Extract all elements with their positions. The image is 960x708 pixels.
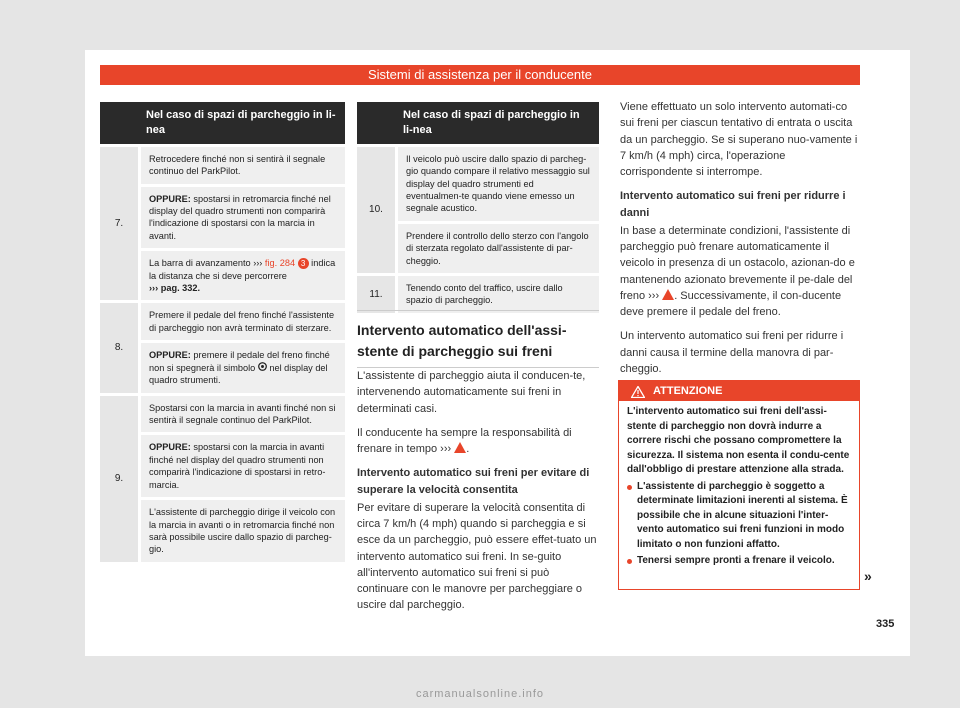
paragraph-text: Il conducente ha sempre la responsabilità di frenare in tempo ››› (357, 426, 572, 456)
paragraph: Per evitare di superare la velocità consentita di circa 7 km/h (4 mph) quando si parcheggia e si esce da un parcheggio, può essere effet-tuato un intervento automatico sui freni. In se-guito all'intervento automatico sui freni si può continuare con le manovre per parcheggiare o uscire dal parcheggio. (357, 501, 597, 612)
warning-bullet: Tenersi sempre pronti a frenare il veicolo. (627, 554, 851, 569)
step-cell: Retrocedere finché non si sentirà il segnale continuo del ParkPilot. (138, 147, 345, 184)
step-number: 10. (357, 147, 395, 273)
watermark: carmanualsonline.info (415, 688, 544, 700)
continue-mark: » (864, 568, 872, 584)
paragraph: Viene effettuato un solo intervento automati-co sui freni per ciascun tentativo di entrata o uscita da un parcheggio. Se si superano nuo-vamente i 7 km/h (4 mph) circa, l'operazione corrispondente si interrompe. (620, 101, 858, 179)
step-number: 9. (100, 396, 138, 562)
right-column (620, 99, 860, 385)
warning-triangle-icon (631, 385, 645, 405)
paragraph-text: In base a determinate condizioni, l'assistente di parcheggio può frenare automaticamente il veicolo in presenza di un ostacolo, azionan-do e mantenendo azionato brevemente il pe-dale del freno ››› (620, 224, 855, 302)
step-number: 8. (100, 303, 138, 392)
step-text: nel display del quadro strumenti. (149, 362, 328, 386)
paragraph-text: . (466, 443, 470, 456)
step-cell (138, 251, 345, 300)
warning-triangle-icon (454, 442, 466, 453)
warning-title: ATTENZIONE (653, 385, 723, 397)
step-text: indica la distanza che si deve percorrere (149, 258, 336, 281)
step-cell: Il veicolo può uscire dallo spazio di parcheg-gio quando compare il relativo messaggio sul display del quadro strumenti ed eventualmen-te quando viene emesso un segnale acustico. (395, 147, 599, 221)
subheading: Intervento automatico sui freni per ridurre i danni (620, 190, 846, 219)
step-text: La barra di avanzamento ››› (149, 258, 265, 269)
warning-triangle-icon (662, 289, 674, 300)
steps-table-2 (357, 99, 599, 316)
divider (357, 310, 599, 311)
table-header: Nel caso di spazi di parcheggio in li-nea (138, 102, 345, 144)
warning-intro: L'intervento automatico sui freni dell'assi-stente di parcheggio non dovrà indurre a correre rischi che possano compromettere la sicurezza. Il sistema non esenta il condu-cente dall'obbligo di prestare attenzione alla strada. (627, 406, 850, 475)
section-title (357, 320, 597, 362)
step-bold: OPPURE: (149, 350, 191, 361)
step-cell: Premere il pedale del freno finché l'assistente di parcheggio non avrà terminato di sterzare. (138, 303, 345, 340)
figure-link[interactable]: fig. 284 (264, 258, 296, 269)
paragraph: L'assistente di parcheggio aiuta il conducen-te, intervenendo automaticamente sui freni in determinati casi. (357, 370, 586, 415)
brake-symbol-icon (258, 363, 267, 373)
step-text: premere il pedale del freno finché non si spegnerà il simbolo (149, 350, 330, 373)
warning-body (619, 401, 859, 575)
table-header-empty (357, 102, 395, 144)
step-bold: OPPURE: (149, 193, 191, 204)
step-cell: Spostarsi con la marcia in avanti finché non si sentirà il segnale continuo del ParkPilot. (138, 396, 345, 433)
page-link[interactable]: ››› pag. 332. (149, 283, 201, 294)
paragraph-text: . Successivamente, il con-ducente deve premere il pedale del freno. (620, 289, 842, 319)
step-text: spostarsi in retromarcia finché nel display del quadro strumenti non comparirà l'indicazione di spostarsi con la marcia in avanti. (149, 193, 331, 241)
section-title-text: Intervento automatico dell'assi-stente di parcheggio sui freni (357, 322, 567, 359)
page-number: 335 (876, 618, 895, 630)
step-bold: OPPURE: (149, 442, 191, 453)
paragraph: Un intervento automatico sui freni per ridurre i danni causa il termine della manovra di par-cheggio. (620, 330, 844, 375)
step-cell (138, 343, 345, 392)
step-cell: L'assistente di parcheggio dirige il veicolo con la marcia in avanti o in retromarcia finché non sarà possibile uscire dallo spazio di parcheg-gio. (138, 500, 345, 562)
middle-column (357, 368, 600, 622)
step-cell: Tenendo conto del traffico, uscire dallo spazio di parcheggio. (395, 276, 599, 313)
step-number: 11. (357, 276, 395, 313)
callout-badge: 3 (298, 258, 309, 269)
paragraph (357, 425, 600, 458)
subheading: Intervento automatico sui freni per evitare di superare la velocità consentita (357, 467, 590, 496)
step-cell: Prendere il controllo dello sterzo con l'angolo di sterzata regolato dall'assistente di par-cheggio. (395, 224, 599, 273)
warning-header (619, 381, 859, 401)
step-cell (138, 435, 345, 497)
warning-bullet: L'assistente di parcheggio è soggetto a determinate limitazioni inerenti al sistema. È possibile che in alcune situazioni l'inter-vento automatico sui freni funzioni in modo limitato o non funzioni affatto. (627, 480, 851, 553)
table-header-empty (100, 102, 138, 144)
steps-table-1 (100, 99, 345, 565)
step-number: 7. (100, 147, 138, 301)
warning-box (618, 380, 860, 590)
step-text: spostarsi con la marcia in avanti finché nel display del quadro strumenti non comparirà l'indicazione di spostarsi in retro-marcia. (149, 442, 326, 490)
step-cell (138, 187, 345, 249)
page-header: Sistemi di assistenza per il conducente (100, 65, 860, 85)
paragraph (620, 223, 860, 321)
table-header: Nel caso di spazi di parcheggio in li-nea (395, 102, 599, 144)
